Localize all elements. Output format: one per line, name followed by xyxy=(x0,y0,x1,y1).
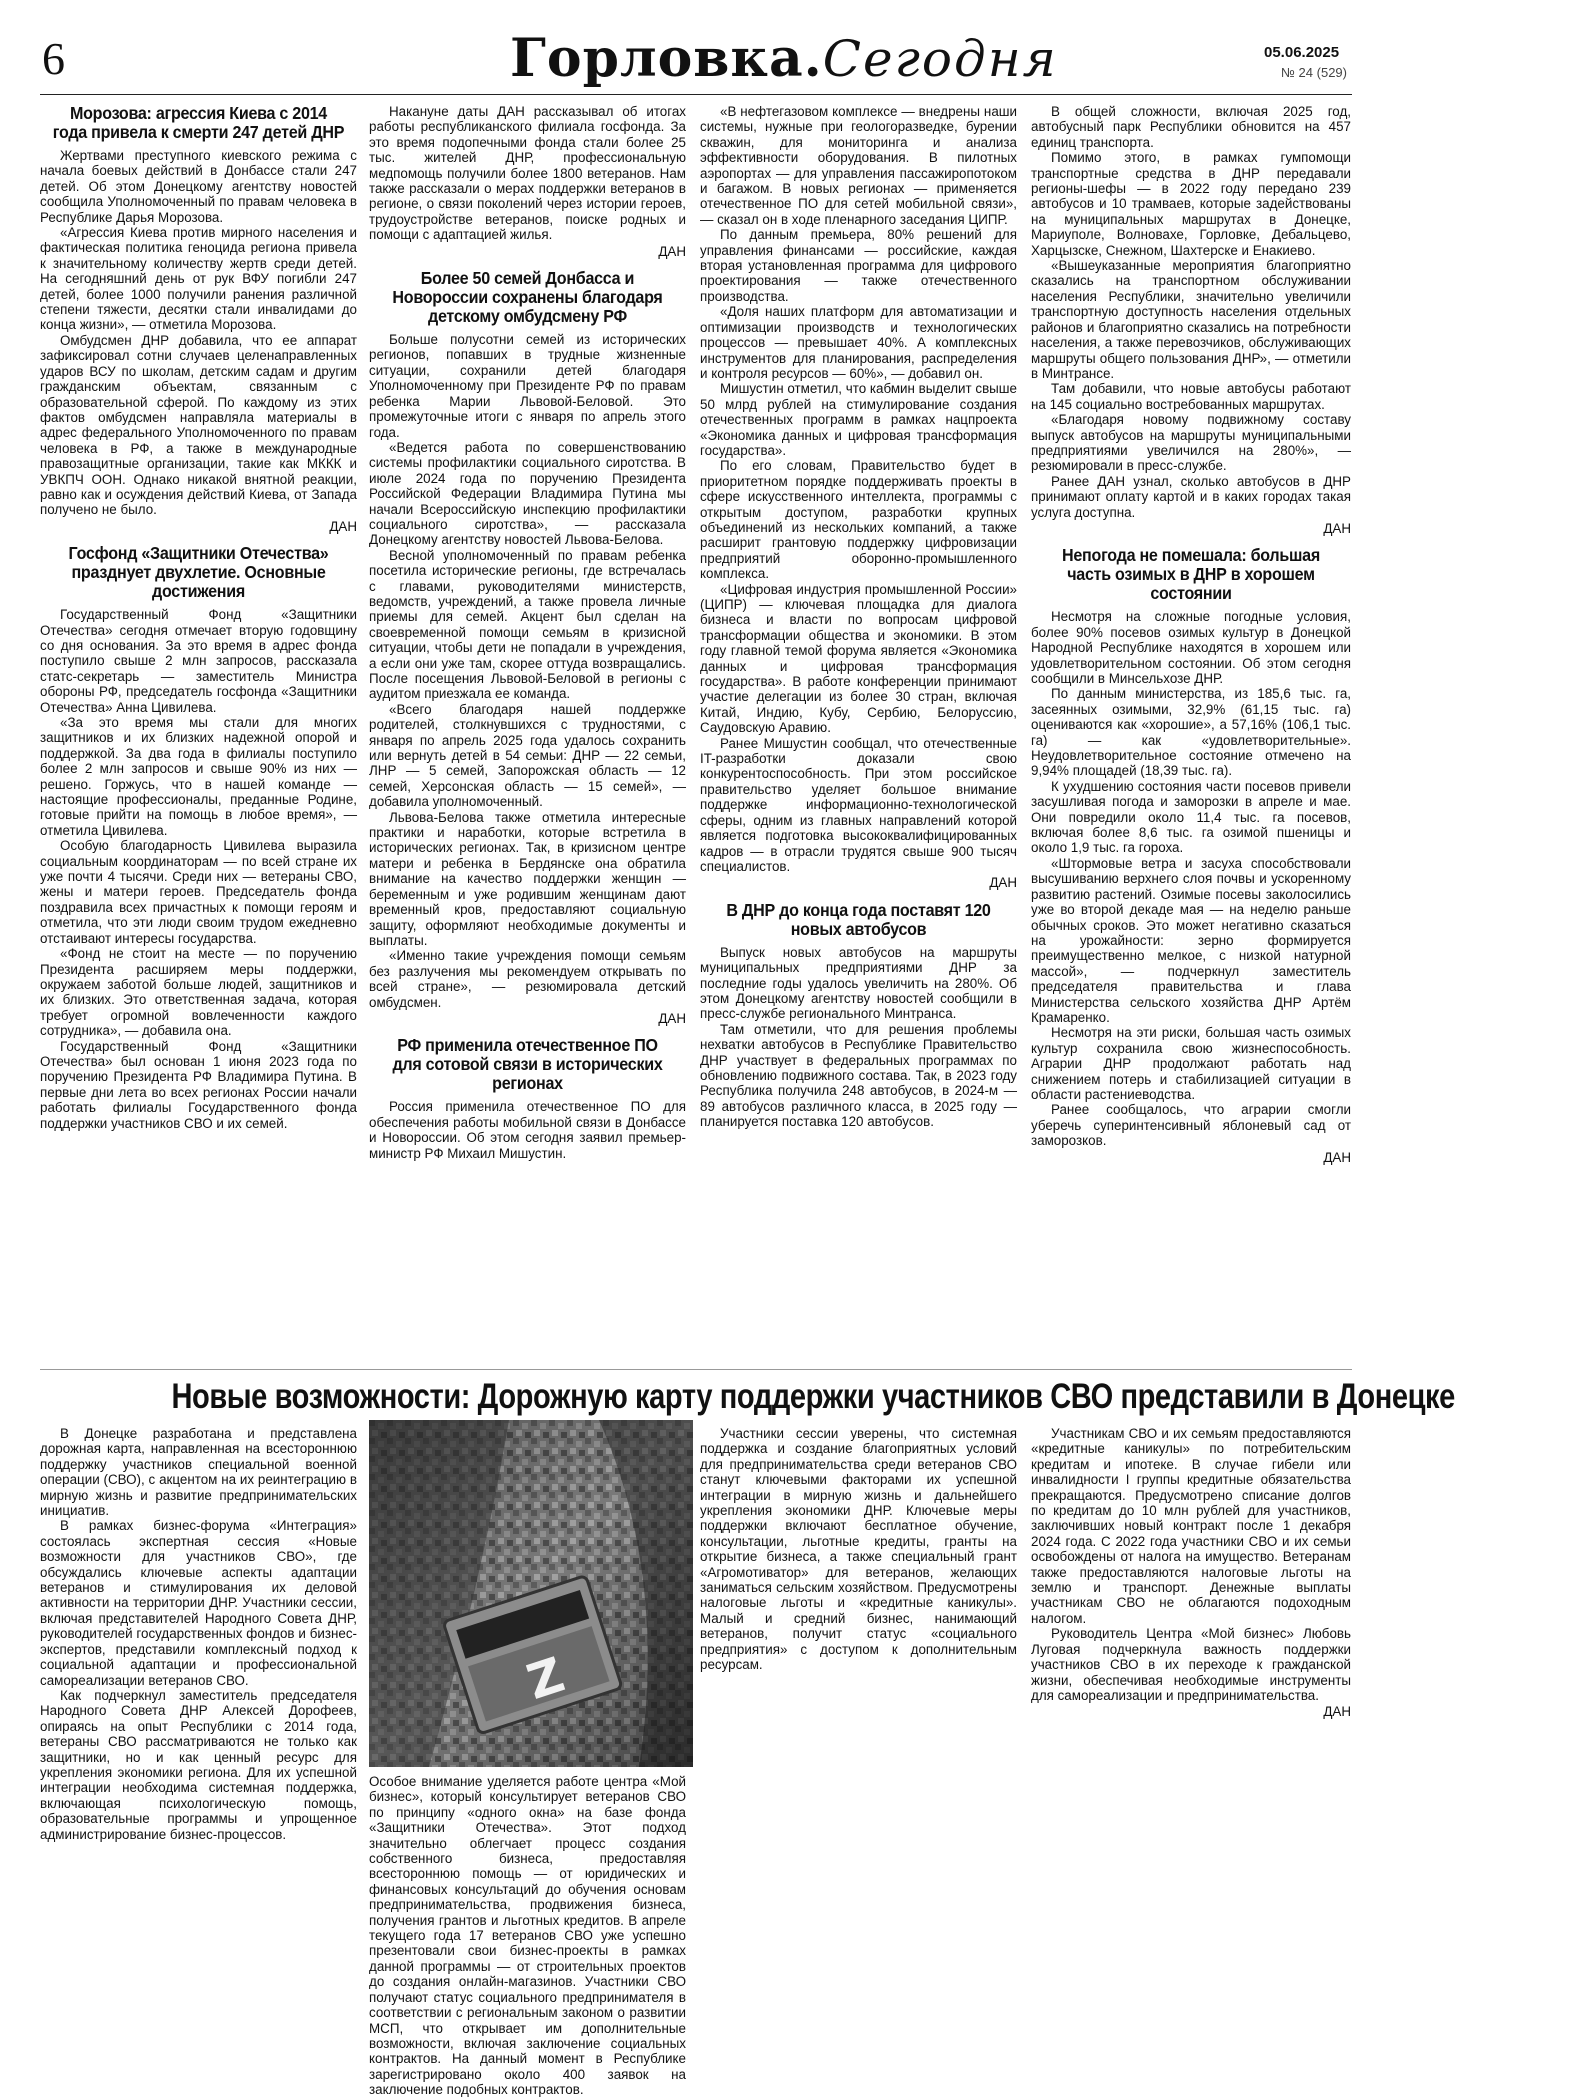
article-paragraph: Весной уполномоченный по правам ребенка посетила исторические регионы, где встречалась с главами, руководителями министерств, ведомств, учреждений, а также провела личные приемы для семей. Акцент был сделан на своевременной помощи семьям в кризисной ситуации, чтобы дети не попадали в учреждения, а если они уже там, скорее оттуда возвращались. После посещения Львовой-Беловой в регионы с аудитом приезжала ее команда. xyxy=(369,547,686,702)
article-paragraph: Помимо этого, в рамках гумпомощи транспортные средства в ДНР передавали регионы-шефы — в 2022 году передано 239 автобусов и 10 трамваев, которые задействованы на муниципальных маршрутах в Донецке, Мариуполе, Волновахе, Горловке, Дебальцево, Харцызске, Снежном, Шахтерске и Енакиево. xyxy=(1031,150,1351,258)
article-paragraph: «Благодаря новому подвижному составу выпуск автобусов на маршруты муниципальными предприятиями увеличился на 280%», — резюмировали в пресс-службе. xyxy=(1031,412,1351,474)
article-paragraph: Несмотря на эти риски, большая часть озимых культур сохранила свою жизнеспособность. Аграрии ДНР продолжают работать над снижением потерь и стабилизацией ситуации в области растениеводства. xyxy=(1031,1025,1351,1102)
feature-column-3 xyxy=(700,1426,1017,1896)
article-paragraph: Там отметили, что для решения проблемы нехватки автобусов в Республике Правительство ДНР участвует в федеральных программах по обновлению подвижного состава. Так, в 2023 году Республика получила 248 автобусов, в 2024-м — 89 автобусов различного класса, в 2025 году — планируется поставка 120 автобусов. xyxy=(700,1021,1017,1130)
article-paragraph: Жертвами преступного киевского режима с начала боевых действий в Донбассе стали 247 детей. Об этом Донецкому агентству новостей сообщила Уполномоченный по правам человека в Республике Дарья Морозова. xyxy=(40,148,357,225)
article-paragraph: Там добавили, что новые автобусы работают на 145 социально востребованных маршрутах. xyxy=(1031,381,1351,412)
article-paragraph: «Всего благодаря нашей поддержке родителей, столкнувшихся с трудностями, с января по апрель 2025 года удалось сохранить или вернуть детей в 54 семьи: ДНР — 22 семьи, ЛНР — 5 семей, Запорожская область — 12 семей, Херсонская область — 15 семей», — добавила уполномоченный. xyxy=(369,701,686,810)
article-paragraph: Ранее сообщалось, что аграрии смогли уберечь суперинтенсивный яблоневый сад от заморозков. xyxy=(1031,1102,1351,1149)
column-1 xyxy=(40,104,357,1362)
article-paragraph: Мишустин отметил, что кабмин выделит свыше 50 млрд рублей на стимулирование создания отечественных программ в рамках нацпроекта «Экономика данных и цифровая трансформация государства». xyxy=(700,381,1017,458)
article-paragraph: «В нефтегазовом комплексе — внедрены наши системы, нужные при геологоразведке, бурении скважин, для мониторинга и анализа эффективности оборудования. В пилотных аэропортах — для управления пассажиропотоком и багажом. В новых регионах — применяется отечественное ПО для сетей мобильной связи», — сказал он в ходе пленарного заседания ЦИПР. xyxy=(700,104,1017,227)
masthead-italic: Сегодня xyxy=(822,30,1058,88)
page-number: 6 xyxy=(42,33,65,84)
article-paragraph: К ухудшению состояния части посевов привели засушливая погода и заморозки в апреле и мае. Они повредили около 11,4 тыс. га посевов, включая более 8,6 тыс. га озимой пшеницы и около 1,9 тыс. га гороха. xyxy=(1031,778,1351,856)
article-paragraph: «Вышеуказанные мероприятия благоприятно сказались на транспортном обслуживании населения Республики, значительно увеличили транспортную доступность населения отдельных районов и благоприятно сказались на потребности населения, а также перевозчиков, обслуживающих маршруты общего пользования ДНР», — отметили в Минтрансе. xyxy=(1031,258,1351,381)
article-source: ДАН xyxy=(658,1010,686,1026)
article-paragraph: По данным премьера, 80% решений для управления финансами — российские, каждая вторая установленная программа для цифрового проектирования — также отечественного производства. xyxy=(700,227,1017,304)
article-source: ДАН xyxy=(658,243,686,259)
article-paragraph: Ранее ДАН узнал, сколько автобусов в ДНР принимают оплату картой и в каких городах такая услуга доступна. xyxy=(1031,473,1351,520)
issue-date: 05.06.2025 xyxy=(1264,44,1340,61)
article-paragraph: Несмотря на сложные погодные условия, более 90% посевов озимых культур в Донецкой Народной Республике находятся в хорошем или удовлетворительном состоянии. Об этом сегодня сообщили в Минсельхозе ДНР. xyxy=(1031,609,1351,686)
article-paragraph: Особую благодарность Цивилева выразила социальным координаторам — по всей стране их уже почти 4 тысячи. Среди них — ветераны СВО, жены и матери героев. Председатель фонда поздравила всех причастных к помощи героям и отметила, что эти люди своим трудом ежедневно отстаивают интересы государства. xyxy=(40,838,357,946)
article-source: ДАН xyxy=(989,875,1017,891)
article-title: В ДНР до конца года поставят 120 новых автобусов xyxy=(726,899,991,939)
article-paragraph: В общей сложности, включая 2025 год, автобусный парк Республики обновится на 457 единиц транспорта. xyxy=(1031,104,1351,150)
article-paragraph: Участники сессии уверены, что системная поддержка и создание благоприятных условий для предпринимательства среди ветеранов СВО станут ключевыми факторами их успешной интеграции в мирную жизнь и дальнейшего укрепления экономики ДНР. Ключевые меры поддержки включают бесплатное обучение, консультации, льготные кредиты, гранты на открытие бизнеса, а также специальный грант «Агромотиватор» для ветеранов, желающих заниматься сельским хозяйством. Предусмотрены налоговые льготы и «кредитные каникулы». Малый и средний бизнес, нанимающий ветеранов, получит статус «социального предприятия» с доступом к дополнительным ресурсам. xyxy=(700,1426,1017,1673)
page-header xyxy=(0,0,1392,95)
article-title: Более 50 семей Донбасса и Новороссии сохранены благодаря детскому омбудсмену РФ xyxy=(392,268,663,327)
article-paragraph: «Ведется работа по совершенствованию системы профилактики социального сиротства. В июле 2024 года по поручению Президента Российской Федерации Владимира Путина мы начали Всероссийскую инспекцию профилактики социального сиротства», — рассказала Донецкому агентству новостей Львова-Белова. xyxy=(369,439,686,548)
article-source: ДАН xyxy=(1323,1149,1351,1165)
article-paragraph: В Донецке разработана и представлена дорожная карта, направленная на всестороннюю поддержку участников специальной военной операции (СВО), с акцентом на их реинтеграцию в мирную жизнь и развитие предпринимательских инициатив. xyxy=(40,1426,357,1519)
article-paragraph: По его словам, Правительство будет в приоритетном порядке поддерживать проекты в сфере искусственного интеллекта, программы с открытым доступом, разработки крупных объединений из нескольких компаний, а также расширит грантовую поддержку цифровизации предприятий оборонно-промышленного комплекса. xyxy=(700,458,1017,582)
article-paragraph: «Именно такие учреждения помощи семьям без разлучения мы рекомендуем открывать по всей стране», — резюмировала детский омбудсмен. xyxy=(369,948,686,1010)
article-source: ДАН xyxy=(1323,1704,1351,1720)
article-title: РФ применила отечественное ПО для сотовой связи в исторических регионах xyxy=(392,1035,663,1094)
article-paragraph: «Цифровая индустрия промышленной России» (ЦИПР) — ключевая площадка для диалога бизнеса и власти по вопросам цифровой трансформации общества и экономики. В этом году главной темой форума является «Экономика данных и цифровая трансформация государства». В работе конференции принимают участие делегации из более 30 стран, включая Китай, Индию, Кубу, Сербию, Белоруссию, Саудовскую Аравию. xyxy=(700,581,1017,736)
feature-headline xyxy=(40,1374,1455,1420)
article-paragraph: Омбудсмен ДНР добавила, что ее аппарат зафиксировал сотни случаев целенаправленных ударов ВСУ по школам, детским садам и другим гражданским объектам, связанным с образовательной сферой. По каждому из этих фактов омбудсмен направляла материалы в адрес федерального Уполномоченного по правам человека в РФ, а также в международные правозащитные организации, такие как МККК и УВКПЧ ООН. Однако никакой внятной реакции, равно как и осуждения действий Киева, от Запада получено не было. xyxy=(40,332,357,518)
article-paragraph: Ранее Мишустин сообщал, что отечественные IT-разработки доказали свою конкурентоспособность. При этом российское правительство уделяет большое внимание поддержке информационно-технологической сферы, одним из главных направлений которой является подготовка высококвалифицированных кадров — в отрасли трудятся свыше 900 тысяч специалистов. xyxy=(700,735,1017,874)
article-paragraph: «Штормовые ветра и засуха способствовали высушиванию верхнего слоя почвы и ускоренному развитию растений. Озимые посевы заколосились уже во второй декаде мая — на неделю раньше обычных сроков. Это может негативно сказаться на урожайности: зерно формируется преимущественно мелкое, с низкой натурной массой», — подчеркнул заместитель председателя правительства и глава Министерства сельского хозяйства ДНР Артём Крамаренко. xyxy=(1031,855,1351,1025)
article-source: ДАН xyxy=(1323,520,1351,536)
issue-number: № 24 (529) xyxy=(1281,65,1347,80)
article-paragraph: Россия применила отечественное ПО для обеспечения работы мобильной связи в Донбассе и Новороссии. Об этом сегодня заявил премьер-министр РФ Михаил Мишустин. xyxy=(369,1099,686,1161)
article-paragraph: Львова-Белова также отметила интересные практики и наработки, которые встретила в исторических регионах. Так, в кризисном центре матери и ребенка в Бердянске она обратила внимание на качество поддержки женщин — беременным и уже родившим женщинам дают временный кров, предоставляют социальную защиту, оформляют необходимые документы и выплаты. xyxy=(369,809,686,948)
article-paragraph: «Доля наших платформ для автоматизации и оптимизации производств и технологических процессов — превышает 40%. А комплексных инструментов для планирования, распределения и контроля ресурсов — 60%», — добавил он. xyxy=(700,304,1017,381)
article-paragraph: «Агрессия Киева против мирного населения и фактическая политика геноцида региона привела к значительному количеству жертв среди детей. На сегодняшний день от рук ВФУ погибли 247 детей, более 1000 получили ранения различной степени тяжести, десятки стали инвалидами до конца жизни», — отметила Морозова. xyxy=(40,225,357,333)
column-2 xyxy=(369,104,686,1362)
article-paragraph: Государственный Фонд «Защитники Отечества» сегодня отмечает вторую годовщину со дня основания. За это время в адрес фонда поступило свыше 2 млн запросов, рассказала статс-секретарь — заместитель Министра обороны РФ, председатель госфонда «Защитники Отечества» Анна Цивилева. xyxy=(40,607,357,715)
article-paragraph: Руководитель Центра «Мой бизнес» Любовь Луговая подчеркнула важность поддержки участников СВО в их переходе к гражданской жизни, обеспечивая необходимые инструменты для самореализации и предпринимательства. xyxy=(1031,1626,1351,1703)
soldier-patch-photo xyxy=(369,1420,693,1767)
article-source: ДАН xyxy=(329,518,357,534)
feature-headline-text: Новые возможности: Дорожную карту поддержки участников СВО представили в Донецке xyxy=(171,1377,1455,1416)
section-divider xyxy=(40,1369,1352,1370)
article-paragraph: В рамках бизнес-форума «Интеграция» состоялась экспертная сессия «Новые возможности для участников СВО», где обсуждались ключевые аспекты адаптации ветеранов и стимулирования их деловой активности на территории ДНР. Участники сессии, включая представителей Народного Совета ДНР, руководителей государственных фондов и бизнес-экспертов, представили комплексный подход к социальной адаптации и профессиональной самореализации ветеранов СВО. xyxy=(40,1518,357,1688)
column-3 xyxy=(700,104,1017,1362)
article-paragraph: «За это время мы стали для многих защитников и их близких надежной опорой и поддержкой. За два года в филиалы поступило более 2 млн запросов и свыше 90% из них — решено. Горжусь, что в нашей команде — настоящие профессионалы, преданные Родине, готовые прийти на помощь в любое время», — отметила Цивилева. xyxy=(40,715,357,838)
article-paragraph: «Фонд не стоит на месте — по поручению Президента расширяем меры поддержки, окружаем заботой больше людей, защитников и их близких. Это ответственная задача, которая требует огромной вовлеченности каждого сотрудника», — добавила она. xyxy=(40,946,357,1039)
article-title: Госфонд «Защитники Отечества» празднует двухлетие. Основные достижения xyxy=(68,543,329,602)
masthead: Горловка.Сегодня xyxy=(510,28,1058,89)
header-divider xyxy=(40,94,1352,95)
article-paragraph: Особое внимание уделяется работе центра «Мой бизнес», который консультирует ветеранов СВО по принципу «одного окна» на базе фонда «Защитники Отечества». Этот подход значительно облегчает процесс создания собственного бизнеса, предоставляя всестороннюю помощь — от юридических и финансовых консультаций до обучения основам предпринимательства, продвижения бизнеса, получения грантов и льготных кредитов. В апреле текущего года 17 ветеранов СВО уже успешно презентовали свои бизнес-проекты в рамках данной программы — от строительных проектов до создания онлайн-магазинов. Участники СВО получают статус социального предпринимателя в соответствии с региональным законом о развитии МСП, что открывает им дополнительные возможности, включая заключение социальных контрактов. На данный момент в Республике зарегистрировано около 400 заявок на заключение подобных контрактов. xyxy=(369,1774,686,2098)
article-title: Непогода не помешала: большая часть озимых в ДНР в хорошем состоянии xyxy=(1062,545,1320,604)
article-paragraph: Накануне даты ДАН рассказывал об итогах работы республиканского филиала госфонда. За это время подопечными фонда стали более 25 тыс. жителей ДНР, профессиональную медпомощь получили более 1800 ветеранов. Нам также рассказали о мерах поддержки ветеранов в регионе, о связи поколений через истории героев, трудоустройстве ветеранов, поиске родных и помощи с адаптацией жилья. xyxy=(369,104,686,243)
article-paragraph: Выпуск новых автобусов на маршруты муниципальных предприятиями ДНР за последние годы удалось увеличить на 280%. Об этом Донецкому агентству новостей сообщили в пресс-службе регионального Минтранса. xyxy=(700,944,1017,1022)
feature-column-4 xyxy=(1031,1426,1351,1896)
article-paragraph: Больше полусотни семей из исторических регионов, попавших в трудные жизненные ситуации, сохранили детей благодаря Уполномоченному при Президенте РФ по правам ребенка Марии Львовой-Беловой. Это промежуточные итоги с января по апрель этого года. xyxy=(369,332,686,440)
article-paragraph: Участникам СВО и их семьям предоставляются «кредитные каникулы» по потребительским кредитам и ипотеке. В случае гибели или инвалидности I группы кредитные обязательства прекращаются. Предусмотрено списание долгов по кредитам до 10 млн рублей для участников, заключивших новый контракт после 1 декабря 2024 года. С 2022 года участники СВО и их семьи освобождены от налога на имущество. Ветеранам также предоставляются налоговые льготы на землю и транспорт. Денежные выплаты участникам СВО не облагаются подоходным налогом. xyxy=(1031,1426,1351,1626)
svg-text:Z: Z xyxy=(520,1646,571,1711)
feature-column-1 xyxy=(40,1426,357,1896)
feature-column-2 xyxy=(369,1774,686,2098)
article-title: Морозова: агрессия Киева с 2014 года привела к смерти 247 детей ДНР xyxy=(52,103,345,142)
article-paragraph: По данным министерства, из 185,6 тыс. га, засеянных озимыми, 32,9% (61,15 тыс. га) оцениваются как «хорошие», а 57,16% (106,1 тыс. га) — как «удовлетворительные». Неудовлетворительное состояние отмечено на 9,94% площадей (18,39 тыс. га). xyxy=(1031,686,1351,779)
masthead-main: Горловка xyxy=(510,28,804,89)
article-paragraph: Государственный Фонд «Защитники Отечества» был основан 1 июня 2023 года по поручению Президента РФ Владимира Путина. В первые дни лета во всех регионах России начали работать филиалы Государственного фонда поддержки участников СВО и их семей. xyxy=(40,1038,357,1131)
column-4 xyxy=(1031,104,1351,1362)
article-paragraph: Как подчеркнул заместитель председателя Народного Совета ДНР Алексей Дорофеев, опираясь на опыт Республики с 2014 года, ветераны СВО рассматриваются не только как защитники, но и как ценный ресурс для укрепления экономики региона. Для их успешной интеграции необходима системная поддержка, включающая психологическую помощь, образовательные программы и упрощенное администрирование бизнес-процессов. xyxy=(40,1687,357,1842)
camouflage-uniform-image xyxy=(369,1420,693,1767)
